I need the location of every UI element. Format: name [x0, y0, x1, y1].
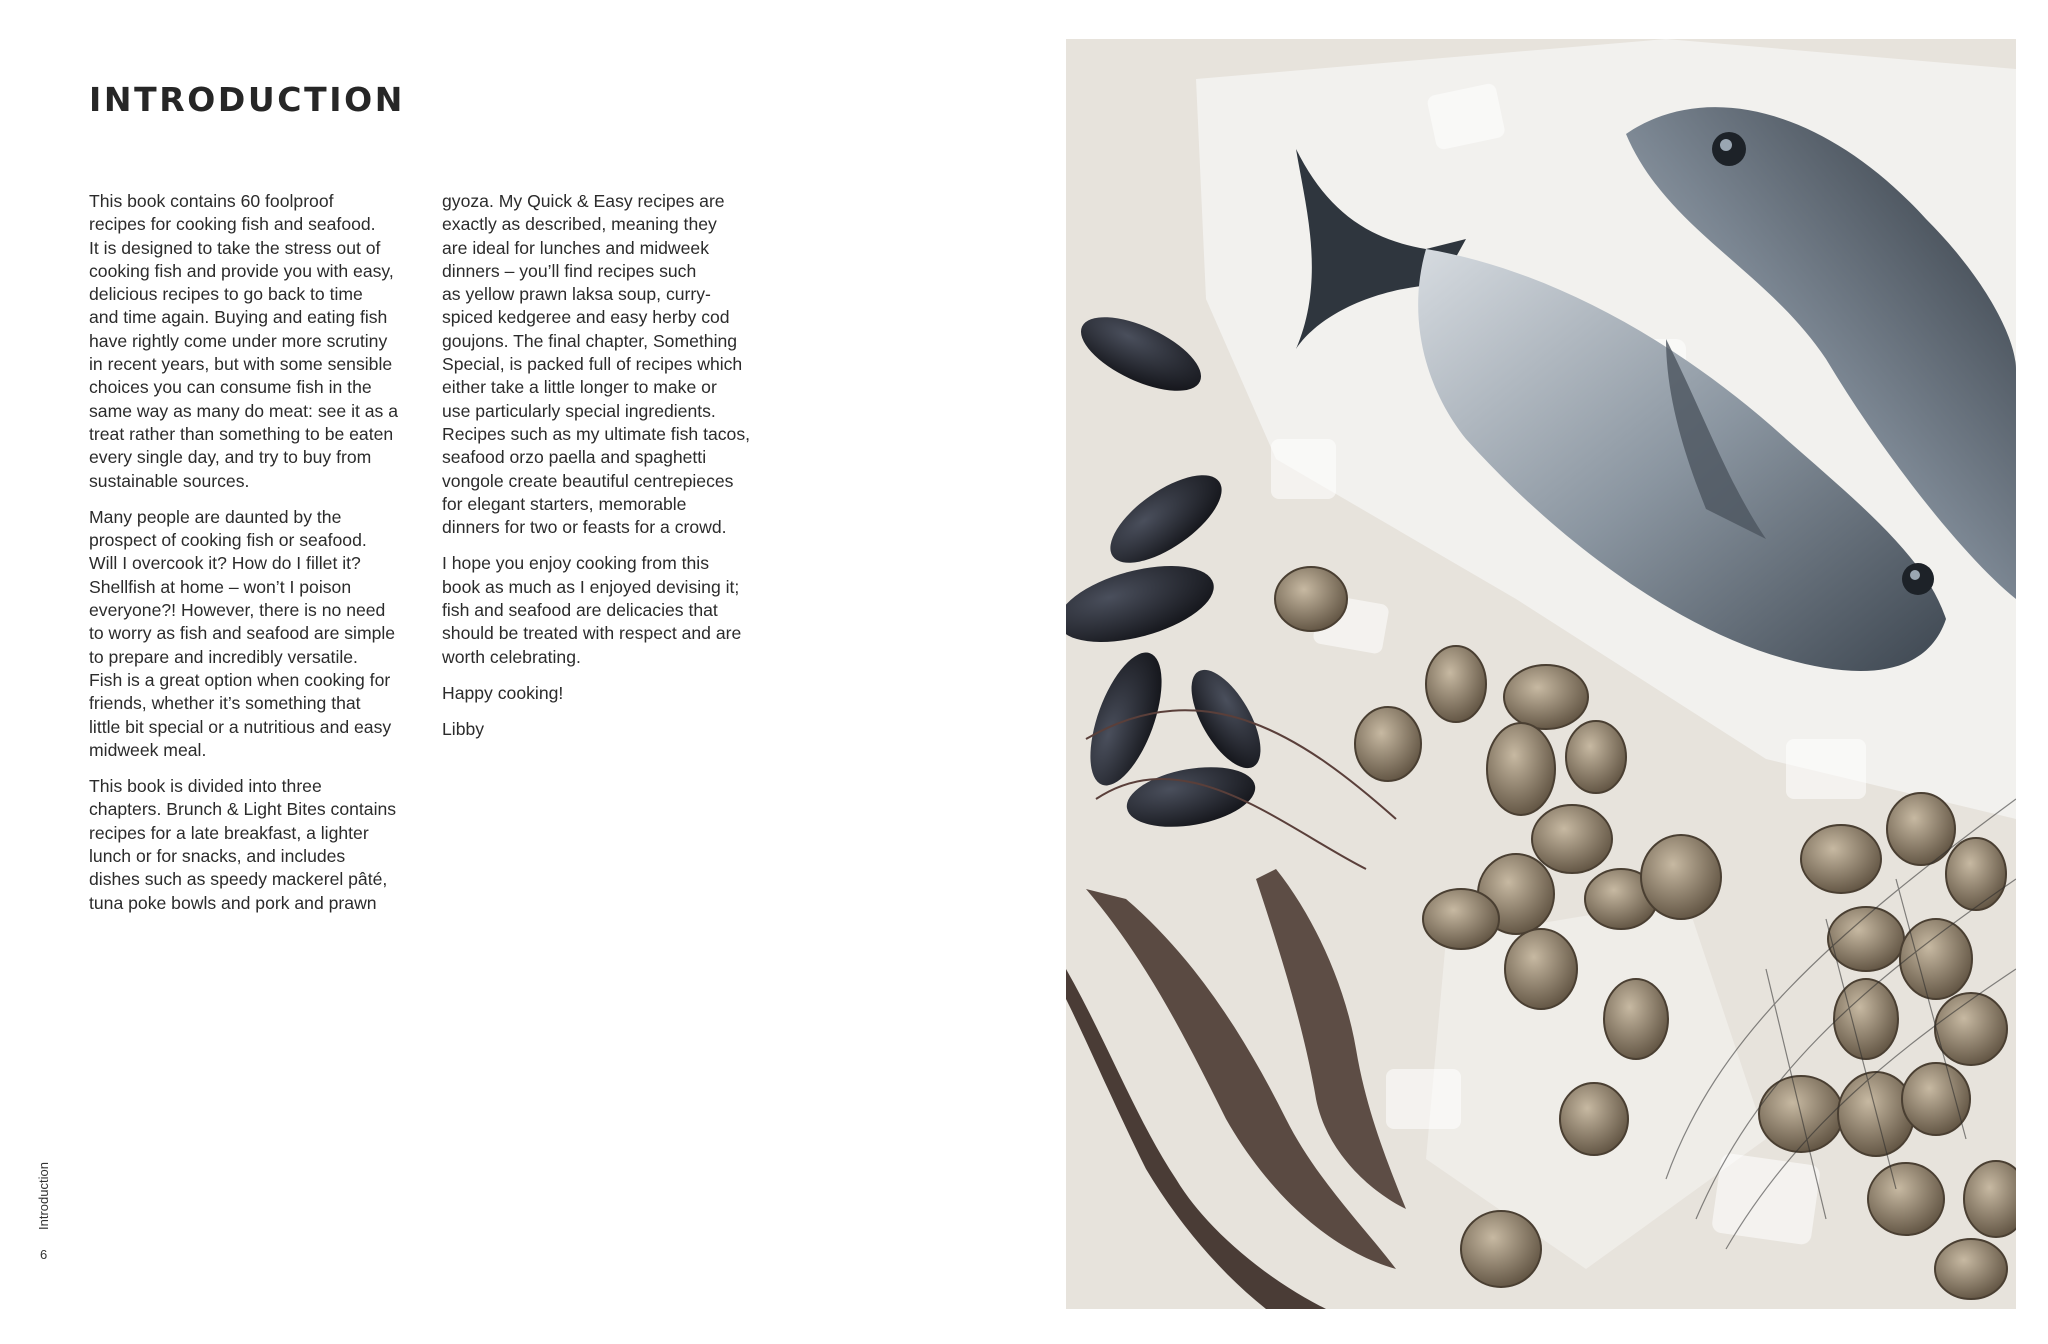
clam-shell: [1900, 919, 1972, 999]
clam-shell: [1902, 1063, 1970, 1135]
clam-shell: [1532, 805, 1612, 873]
clam-shell: [1560, 1083, 1628, 1155]
clam-shell: [1834, 979, 1898, 1059]
seafood-photo: [1066, 39, 2016, 1309]
paragraph: gyoza. My Quick & Easy recipes are exactly as described, meaning they are ideal for lunches and midweek dinners – you’ll find recipes such as yellow prawn laksa soup, curry- spiced kedgeree and easy herby cod goujons. The final chapter, Something Special, is packed full of recipes which either take a little longer to make or use particularly special ingredients. Recipes such as my ultimate fish tacos, seafood orzo paella and spaghetti vongole create beautiful centrepieces for elegant starters, memorable dinners for two or feasts for a crowd.: [442, 191, 751, 538]
clam-shell: [1604, 979, 1668, 1059]
clam-shell: [1566, 721, 1626, 793]
paragraph: I hope you enjoy cooking from this book as much as I enjoyed devising it; fish and seafood are delicacies that should be treated with respect and are worth celebrating.: [442, 553, 742, 667]
clam-shell: [1355, 707, 1421, 781]
clam-shell: [1935, 1239, 2007, 1299]
clam-shell: [1504, 665, 1588, 729]
paragraph: This book contains 60 foolproof recipes for cooking fish and seafood. It is designed to take the stress out of cooking fish and provide you with easy, delicious recipes to go back to time and time again. Buying and eating fish have rightly come under more scrutiny in recent years, but with some sensible choices you can consume fish in the same way as many do meat: see it as a treat rather than something to be eaten every single day, and try to buy from sustainable sources.: [89, 191, 399, 491]
clam-shell: [1461, 1211, 1541, 1287]
clam-shell: [1887, 793, 1955, 865]
clam-shell: [1935, 993, 2007, 1065]
clam-shell: [1426, 646, 1486, 722]
closing-line: Happy cooking!: [442, 682, 564, 703]
clam-shell: [1487, 723, 1555, 815]
signature: Libby: [442, 719, 485, 740]
clam-shell: [1275, 567, 1347, 631]
running-head: Introduction: [36, 1162, 51, 1230]
clam-shell: [1868, 1163, 1944, 1235]
text-column-left: [89, 190, 429, 928]
seafood-illustration: [1066, 39, 2016, 1309]
clam-shell: [1946, 838, 2006, 910]
page-number: 6: [40, 1247, 48, 1262]
text-column-right: [442, 190, 782, 755]
clam-shell: [1801, 825, 1881, 893]
paragraph: This book is divided into three chapters. Brunch & Light Bites contains recipes for a late breakfast, a lighter lunch or for snacks, and includes dishes such as speedy mackerel pâté, tuna poke bowls and pork and prawn: [89, 776, 397, 913]
page-title: INTRODUCTION: [89, 80, 405, 119]
clam-shell: [1505, 929, 1577, 1009]
paragraph: Many people are daunted by the prospect of cooking fish or seafood. Will I overcook it? How do I fillet it? Shellfish at home – won’t I poison everyone?! However, there is no need to worry as fish and seafood are simple to prepare and incredibly versatile. Fish is a great option when cooking for friends, whether it’s something that little bit special or a nutritious and easy midweek meal.: [89, 506, 396, 760]
clam-shell: [1423, 889, 1499, 949]
clam-shell: [1641, 835, 1721, 919]
